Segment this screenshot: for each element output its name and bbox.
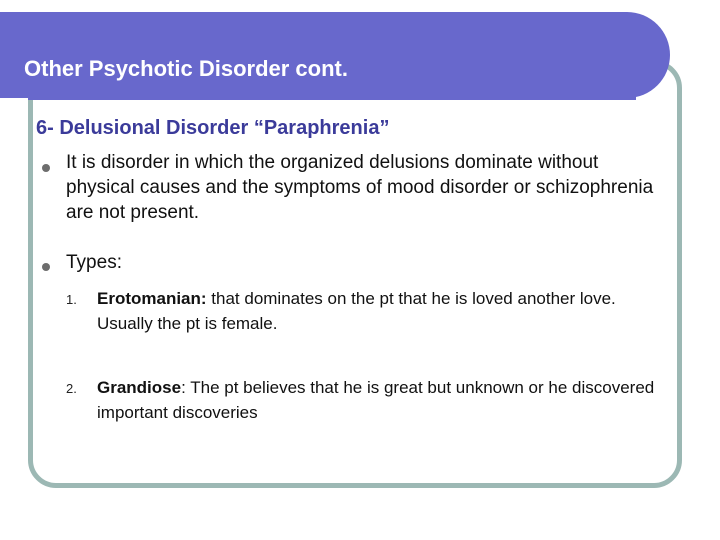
bullet-definition: It is disorder in which the organized delusions dominate without physical causes and the symptoms of mood disorder or schizophrenia are not present. — [66, 152, 654, 223]
type-item-grandiose — [97, 375, 682, 425]
type-term-erotomanian: Erotomanian: — [97, 289, 207, 308]
title-bar — [0, 12, 670, 98]
type-desc-grandiose: : The pt believes that he is great but unknown or he discovered important discoveries — [97, 378, 655, 422]
type-number-1: 1. — [66, 292, 77, 307]
type-item-erotomanian — [97, 286, 667, 336]
type-number-2: 2. — [66, 381, 77, 396]
bullet-types: Types: — [66, 252, 122, 273]
title-underline — [28, 96, 636, 100]
type-term-grandiose: Grandiose — [97, 378, 182, 397]
slide-title: Other Psychotic Disorder cont. — [24, 56, 348, 81]
section-heading: 6- Delusional Disorder “Paraphrenia” — [36, 117, 390, 139]
bullet-icon — [42, 164, 50, 172]
type-desc-erotomanian: that dominates on the pt that he is loved another love. Usually the pt is female. — [97, 289, 616, 333]
bullet-icon — [42, 263, 50, 271]
